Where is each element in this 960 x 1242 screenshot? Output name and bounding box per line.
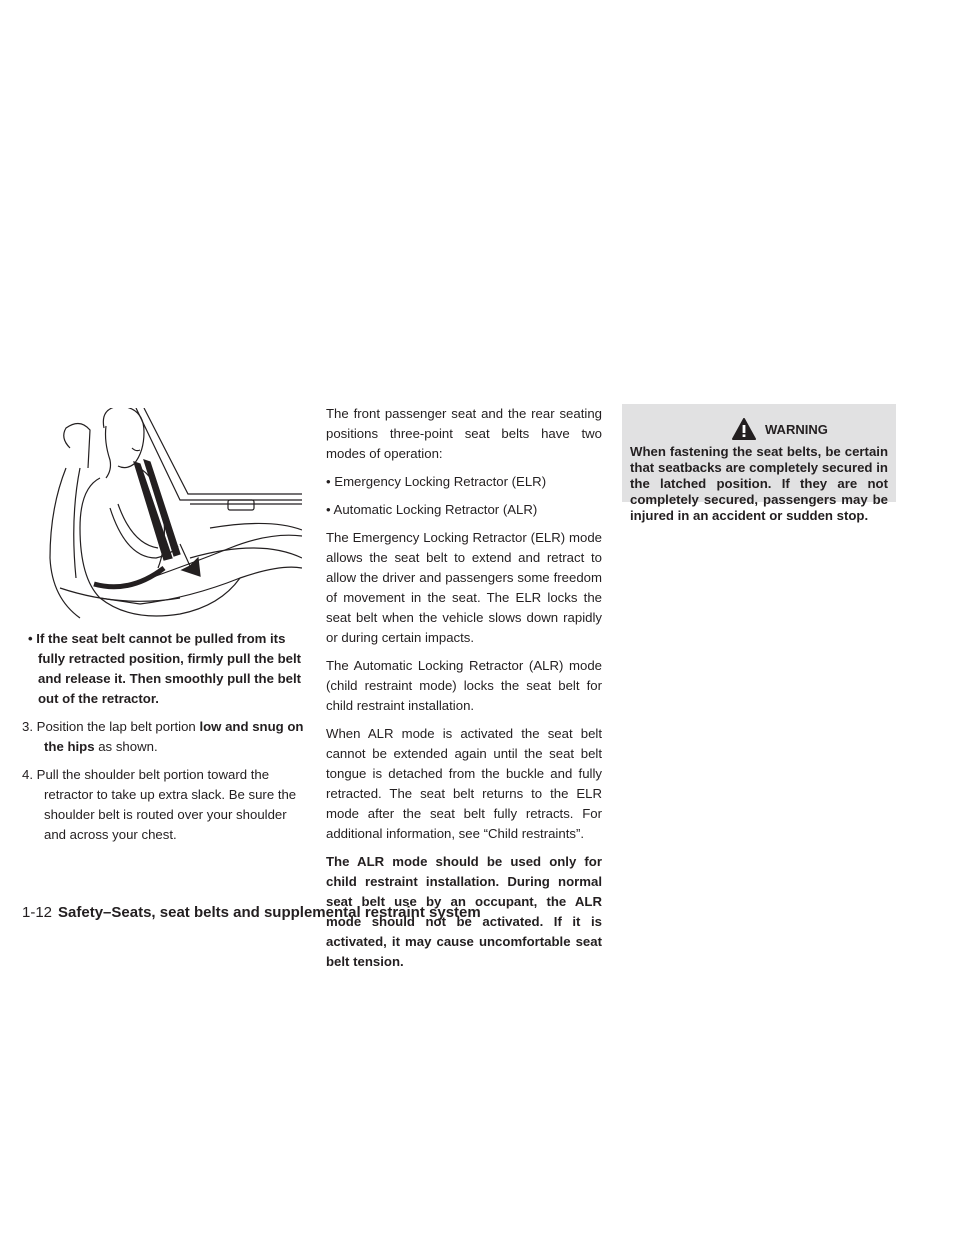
page-number: 1-12 (22, 904, 53, 921)
section-title: Safety–Seats, seat belts and supplemental restraint system (58, 904, 481, 921)
modes-intro: The front passenger seat and the rear seating positions three-point seat belts have two modes of operation: (326, 406, 602, 461)
mode-item-elr: • Emergency Locking Retractor (ELR) (326, 474, 547, 489)
warning-box (622, 404, 896, 523)
step-3: 3. Position the lap belt portion low and snug on the hips as shown. (22, 719, 304, 754)
warning-title: WARNING (765, 422, 828, 437)
seat-belt-illustration (40, 408, 302, 622)
alr-activation: When ALR mode is activated the seat belt cannot be extended again until the seat belt tongue is detached from the buckle and fully retracted. The seat belt returns to the ELR mode after the seat belt fully retracts. For additional information, see “Child restraints”. (326, 726, 602, 841)
mode-item-alr: • Automatic Locking Retractor (ALR) (326, 502, 538, 517)
warning-text: When fastening the seat belts, be certain that seatbacks are completely secured in the latched position. If they are not completely secured, passengers may be injured in an accident or sudden stop. (630, 444, 888, 523)
retractor-tip-bullet: • If the seat belt cannot be pulled from its fully retracted position, firmly pull the belt and release it. Then smoothly pull the belt out of the retractor. (28, 631, 302, 706)
retractor-modes-column (326, 404, 602, 980)
elr-description: The Emergency Locking Retractor (ELR) mode allows the seat belt to extend and retract to allow the driver and passengers some freedom of movement in the seat. The ELR locks the seat belt when the vehicle slows down rapidly or during certain impacts. (326, 530, 602, 645)
alr-description: The Automatic Locking Retractor (ALR) mode (child restraint mode) locks the seat belt for child restraint installation. (326, 658, 602, 713)
page-footer (22, 904, 481, 921)
alr-caution: The ALR mode should be used only for child restraint installation. During normal seat belt use by an occupant, the ALR mode should not be activated. If it is activated, it may cause uncomfortable seat belt tension. (326, 854, 602, 969)
step-4: 4. Pull the shoulder belt portion toward the retractor to take up extra slack. Be sure the shoulder belt is routed over your shoulder and across your chest. (22, 767, 297, 842)
warning-icon (732, 418, 756, 440)
